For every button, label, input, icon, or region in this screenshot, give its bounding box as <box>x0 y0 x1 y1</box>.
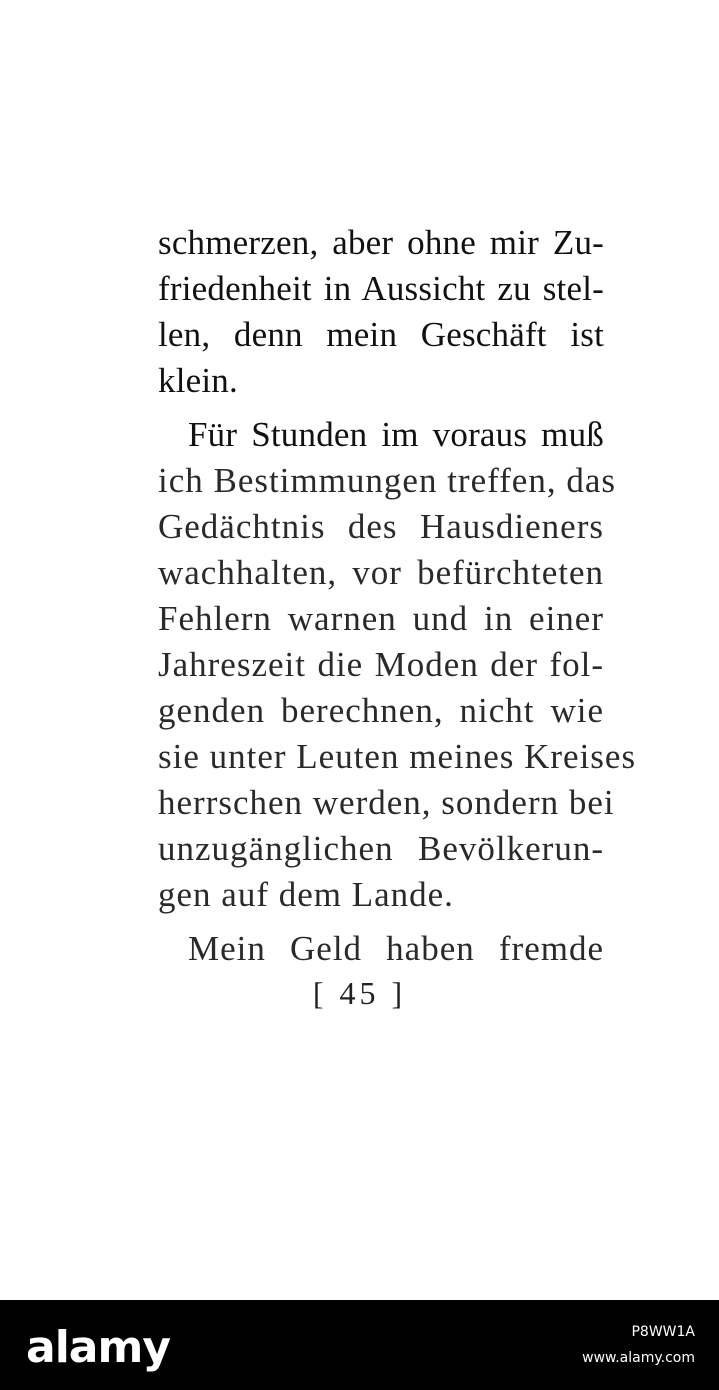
text-line: Mein Geld haben fremde <box>188 929 604 968</box>
paragraph-gap <box>158 404 604 412</box>
text-line: len, denn mein Geschäft ist <box>158 315 604 354</box>
text-line: ich Bestimmungen treffen, das <box>158 461 616 500</box>
text-line: schmerzen, aber ohne mir Zu- <box>158 223 604 262</box>
text-line: Gedächtnis des Hausdieners <box>158 507 604 546</box>
brand-logo: alamy <box>26 1322 170 1373</box>
text-line: Fehlern warnen und in einer <box>158 599 604 638</box>
page-number: [ 45 ] <box>312 975 407 1011</box>
text-line: Für Stunden im voraus muß <box>188 415 604 454</box>
body-text <box>158 220 637 972</box>
text-line: wachhalten, vor befürchteten <box>158 553 604 592</box>
text-line: genden berechnen, nicht wie <box>158 691 604 730</box>
text-line: friedenheit in Aussicht zu stel- <box>158 269 604 308</box>
text-line: klein. <box>158 361 238 400</box>
paragraph-gap <box>158 918 604 926</box>
image-id-label: P8WW1A <box>631 1324 695 1340</box>
text-line: Jahreszeit die Moden der fol- <box>158 645 604 684</box>
text-line: unzugänglichen Bevölkerun- <box>158 829 604 868</box>
text-line: gen auf dem Lande. <box>158 875 454 914</box>
watermark-footer <box>0 1300 719 1390</box>
text-line: herrschen werden, sondern bei <box>158 783 615 822</box>
site-url-label: www.alamy.com <box>582 1350 695 1366</box>
text-line: sie unter Leuten meines Kreises <box>158 737 637 776</box>
